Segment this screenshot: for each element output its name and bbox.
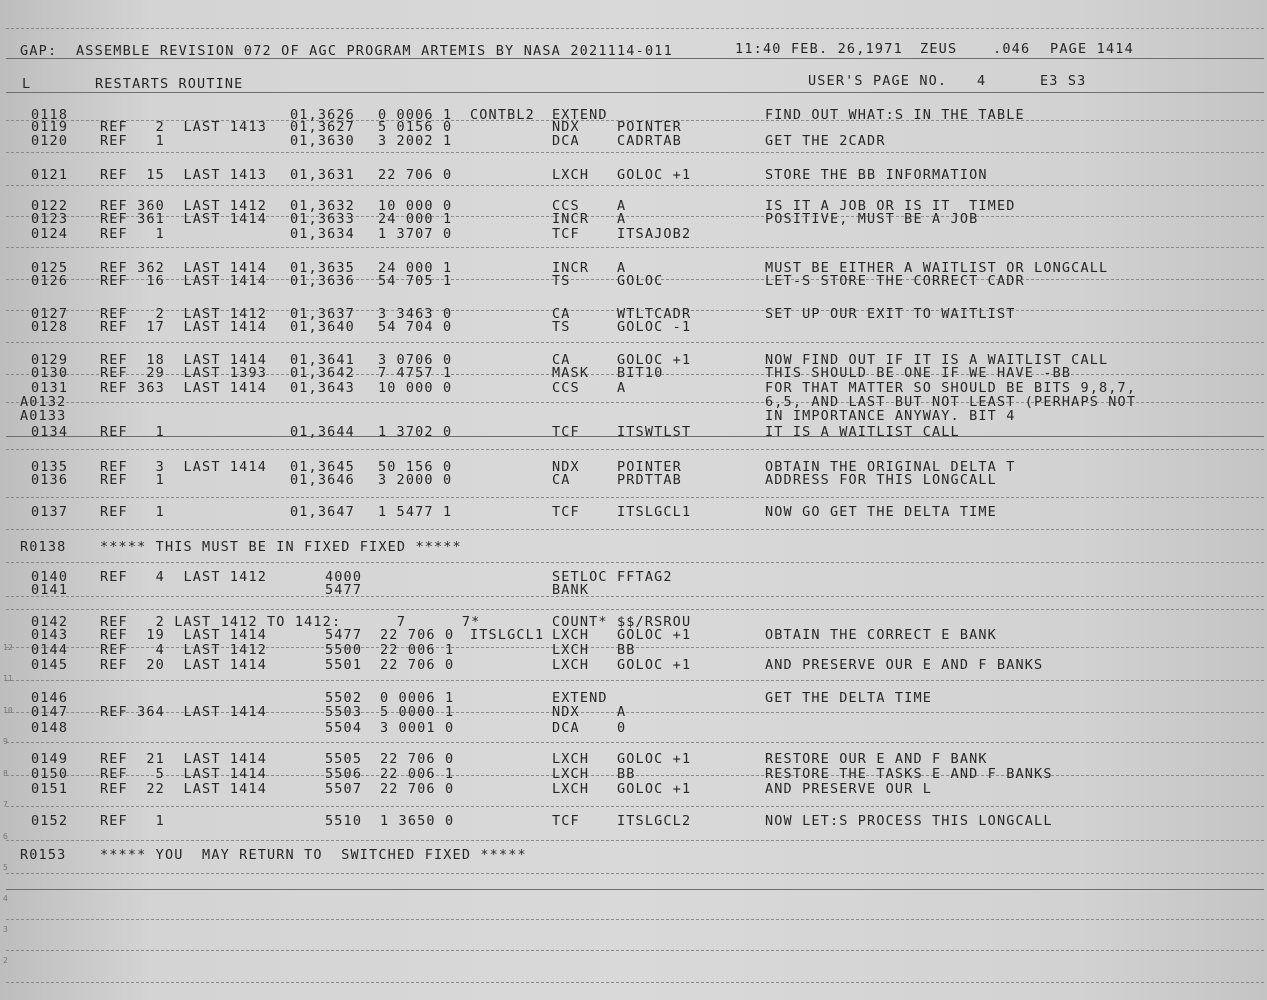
header-timestamp: 11:40 FEB. 26,1971 bbox=[735, 41, 903, 57]
operand: 0 bbox=[617, 720, 627, 736]
rule-line bbox=[6, 950, 1264, 951]
ref-info: REF 5 LAST 1414 bbox=[100, 766, 267, 782]
ref-info: REF 2 LAST 1412 TO 1412: 7 7* bbox=[100, 614, 481, 630]
line-number: 0136 bbox=[31, 472, 69, 488]
ref-info: REF 15 LAST 1413 bbox=[100, 167, 267, 183]
octal-word: 3 2000 0 bbox=[378, 472, 453, 488]
address: 01,3634 bbox=[290, 226, 355, 242]
label: CONTBL2 bbox=[470, 107, 535, 123]
header-page: PAGE 1414 bbox=[1050, 41, 1134, 57]
rule-line bbox=[6, 680, 1264, 681]
line-number: 0151 bbox=[31, 781, 69, 797]
octal-word: 7 4757 1 bbox=[378, 365, 453, 381]
operand: ITSLGCL2 bbox=[617, 813, 692, 829]
users-page-number: 4 bbox=[977, 73, 987, 89]
operand: GOLOC +1 bbox=[617, 627, 692, 643]
address: 5510 bbox=[325, 813, 363, 829]
section-code: E3 S3 bbox=[1040, 73, 1087, 89]
line-number: 0125 bbox=[31, 260, 69, 276]
address: 01,3630 bbox=[290, 133, 355, 149]
comment: AND PRESERVE OUR E AND F BANKS bbox=[765, 657, 1044, 673]
rule-line bbox=[6, 562, 1264, 563]
address: 01,3635 bbox=[290, 260, 355, 276]
line-number: 0124 bbox=[31, 226, 69, 242]
address: 01,3633 bbox=[290, 211, 355, 227]
comment: GET THE DELTA TIME bbox=[765, 690, 932, 706]
header-machine: ZEUS bbox=[920, 41, 958, 57]
line-number: 0137 bbox=[31, 504, 69, 520]
comment: STORE THE BB INFORMATION bbox=[765, 167, 988, 183]
opcode: NDX bbox=[552, 119, 580, 135]
margin-number: 2 bbox=[3, 956, 8, 965]
line-number: 0135 bbox=[31, 459, 69, 475]
operand: ITSWTLST bbox=[617, 424, 692, 440]
operand: GOLOC +1 bbox=[617, 781, 692, 797]
address: 01,3642 bbox=[290, 365, 355, 381]
comment: IT IS A WAITLIST CALL bbox=[765, 424, 960, 440]
rule-line bbox=[6, 152, 1264, 153]
octal-word: 5 0156 0 bbox=[378, 119, 453, 135]
opcode: CCS bbox=[552, 380, 580, 396]
address: 5477 bbox=[325, 627, 363, 643]
operand: $$/RSROU bbox=[617, 614, 692, 630]
operand: A bbox=[617, 704, 627, 720]
address: 5502 bbox=[325, 690, 363, 706]
octal-word: 54 704 0 bbox=[378, 319, 453, 335]
operand: BB bbox=[617, 766, 636, 782]
line-number: A0132 bbox=[20, 394, 67, 410]
ref-info: REF 1 bbox=[100, 813, 165, 829]
address: 01,3645 bbox=[290, 459, 355, 475]
octal-word: 50 156 0 bbox=[378, 459, 453, 475]
octal-word: 3 3463 0 bbox=[378, 306, 453, 322]
ref-info: ***** THIS MUST BE IN FIXED FIXED ***** bbox=[100, 539, 462, 555]
rule-line bbox=[6, 92, 1264, 93]
octal-word: 24 000 1 bbox=[378, 260, 453, 276]
ref-info: REF 3 LAST 1414 bbox=[100, 459, 267, 475]
ref-info: REF 29 LAST 1393 bbox=[100, 365, 267, 381]
line-number: 0142 bbox=[31, 614, 69, 630]
ref-info: REF 20 LAST 1414 bbox=[100, 657, 267, 673]
comment: OBTAIN THE ORIGINAL DELTA T bbox=[765, 459, 1016, 475]
ref-info: REF 18 LAST 1414 bbox=[100, 352, 267, 368]
opcode: TS bbox=[552, 273, 571, 289]
ref-info: REF 22 LAST 1414 bbox=[100, 781, 267, 797]
octal-word: 1 3650 0 bbox=[380, 813, 455, 829]
margin-number: 5 bbox=[3, 863, 8, 872]
comment: MUST BE EITHER A WAITLIST OR LONGCALL bbox=[765, 260, 1109, 276]
line-number: 0118 bbox=[31, 107, 69, 123]
address: 01,3637 bbox=[290, 306, 355, 322]
address: 5507 bbox=[325, 781, 363, 797]
opcode: BANK bbox=[552, 582, 590, 598]
ref-info: REF 360 LAST 1412 bbox=[100, 198, 267, 214]
opcode: NDX bbox=[552, 459, 580, 475]
rule-line bbox=[6, 28, 1264, 29]
ref-info: ***** YOU MAY RETURN TO SWITCHED FIXED ***** bbox=[100, 847, 527, 863]
opcode: MASK bbox=[552, 365, 590, 381]
octal-word: 1 3707 0 bbox=[378, 226, 453, 242]
operand: POINTER bbox=[617, 459, 682, 475]
line-number: 0123 bbox=[31, 211, 69, 227]
comment: OBTAIN THE CORRECT E BANK bbox=[765, 627, 997, 643]
line-number: 0120 bbox=[31, 133, 69, 149]
comment: LET-S STORE THE CORRECT CADR bbox=[765, 273, 1025, 289]
octal-word: 22 706 0 bbox=[378, 167, 453, 183]
address: 5506 bbox=[325, 766, 363, 782]
rule-line bbox=[6, 596, 1264, 597]
ref-info: REF 4 LAST 1412 bbox=[100, 569, 267, 585]
rule-line bbox=[6, 873, 1264, 874]
octal-word: 1 3702 0 bbox=[378, 424, 453, 440]
ref-info: REF 2 LAST 1413 bbox=[100, 119, 267, 135]
rule-line bbox=[6, 919, 1264, 920]
octal-word: 22 706 0 bbox=[380, 657, 455, 673]
operand: GOLOC -1 bbox=[617, 319, 692, 335]
rule-line bbox=[6, 529, 1264, 530]
opcode: LXCH bbox=[552, 781, 590, 797]
octal-word: 22 706 0 bbox=[380, 781, 455, 797]
opcode: LXCH bbox=[552, 766, 590, 782]
label: ITSLGCL1 bbox=[470, 627, 545, 643]
margin-number: 3 bbox=[3, 925, 8, 934]
opcode: LXCH bbox=[552, 627, 590, 643]
address: 01,3632 bbox=[290, 198, 355, 214]
header-job: .046 bbox=[993, 41, 1031, 57]
address: 4000 bbox=[325, 569, 363, 585]
octal-word: 3 0706 0 bbox=[378, 352, 453, 368]
address: 5505 bbox=[325, 751, 363, 767]
octal-word: 0 0006 1 bbox=[380, 690, 455, 706]
ref-info: REF 362 LAST 1414 bbox=[100, 260, 267, 276]
operand: ITSAJOB2 bbox=[617, 226, 692, 242]
operand: ITSLGCL1 bbox=[617, 504, 692, 520]
line-number: 0122 bbox=[31, 198, 69, 214]
operand: FFTAG2 bbox=[617, 569, 673, 585]
comment: NOW GO GET THE DELTA TIME bbox=[765, 504, 997, 520]
line-number: 0128 bbox=[31, 319, 69, 335]
opcode: NDX bbox=[552, 704, 580, 720]
operand: GOLOC +1 bbox=[617, 167, 692, 183]
comment: GET THE 2CADR bbox=[765, 133, 886, 149]
rule-line bbox=[6, 497, 1264, 498]
ref-info: REF 1 bbox=[100, 504, 165, 520]
rule-line bbox=[6, 58, 1264, 59]
comment: POSITIVE, MUST BE A JOB bbox=[765, 211, 979, 227]
line-number: A0133 bbox=[20, 408, 67, 424]
line-number: 0144 bbox=[31, 642, 69, 658]
line-number: 0134 bbox=[31, 424, 69, 440]
line-number: 0146 bbox=[31, 690, 69, 706]
opcode: CA bbox=[552, 352, 571, 368]
margin-number: 7 bbox=[3, 800, 8, 809]
opcode: TCF bbox=[552, 504, 580, 520]
address: 01,3641 bbox=[290, 352, 355, 368]
comment: 6,5, AND LAST BUT NOT LEAST (PERHAPS NOT bbox=[765, 394, 1137, 410]
address: 01,3643 bbox=[290, 380, 355, 396]
ref-info: REF 21 LAST 1414 bbox=[100, 751, 267, 767]
ref-info: REF 1 bbox=[100, 226, 165, 242]
rule-line bbox=[6, 742, 1264, 743]
comment: IN IMPORTANCE ANYWAY. BIT 4 bbox=[765, 408, 1016, 424]
comment: IS IT A JOB OR IS IT TIMED bbox=[765, 198, 1016, 214]
address: 01,3631 bbox=[290, 167, 355, 183]
opcode: LXCH bbox=[552, 167, 590, 183]
rule-line bbox=[6, 247, 1264, 248]
comment: RESTORE THE TASKS E AND F BANKS bbox=[765, 766, 1053, 782]
opcode: CCS bbox=[552, 198, 580, 214]
rule-line bbox=[6, 342, 1264, 343]
opcode: INCR bbox=[552, 211, 590, 227]
margin-number: 6 bbox=[3, 832, 8, 841]
operand: GOLOC +1 bbox=[617, 352, 692, 368]
octal-word: 22 706 0 bbox=[380, 751, 455, 767]
opcode: TCF bbox=[552, 424, 580, 440]
octal-word: 1 5477 1 bbox=[378, 504, 453, 520]
address: 01,3647 bbox=[290, 504, 355, 520]
octal-word: 10 000 0 bbox=[378, 198, 453, 214]
ref-info: REF 16 LAST 1414 bbox=[100, 273, 267, 289]
opcode: INCR bbox=[552, 260, 590, 276]
operand: PRDTTAB bbox=[617, 472, 682, 488]
ref-info: REF 361 LAST 1414 bbox=[100, 211, 267, 227]
line-number: R0138 bbox=[20, 539, 67, 555]
opcode: CA bbox=[552, 306, 571, 322]
ref-info: REF 363 LAST 1414 bbox=[100, 380, 267, 396]
rule-line bbox=[6, 185, 1264, 186]
octal-word: 5 0000 1 bbox=[380, 704, 455, 720]
line-number: 0152 bbox=[31, 813, 69, 829]
address: 01,3640 bbox=[290, 319, 355, 335]
line-number: R0153 bbox=[20, 847, 67, 863]
line-number: 0149 bbox=[31, 751, 69, 767]
line-number: 0140 bbox=[31, 569, 69, 585]
operand: BIT10 bbox=[617, 365, 664, 381]
address: 01,3644 bbox=[290, 424, 355, 440]
address: 01,3627 bbox=[290, 119, 355, 135]
comment: FIND OUT WHAT:S IN THE TABLE bbox=[765, 107, 1025, 123]
line-number: 0148 bbox=[31, 720, 69, 736]
address: 5500 bbox=[325, 642, 363, 658]
operand: A bbox=[617, 260, 627, 276]
octal-word: 22 006 1 bbox=[380, 642, 455, 658]
octal-word: 3 0001 0 bbox=[380, 720, 455, 736]
opcode: TCF bbox=[552, 226, 580, 242]
users-page-label: USER'S PAGE NO. bbox=[808, 73, 948, 89]
operand: A bbox=[617, 380, 627, 396]
comment: FOR THAT MATTER SO SHOULD BE BITS 9,8,7, bbox=[765, 380, 1137, 396]
line-number: 0129 bbox=[31, 352, 69, 368]
line-number: 0141 bbox=[31, 582, 69, 598]
octal-word: 10 000 0 bbox=[378, 380, 453, 396]
ref-info: REF 1 bbox=[100, 472, 165, 488]
octal-word: 22 706 0 bbox=[380, 627, 455, 643]
line-number: 0145 bbox=[31, 657, 69, 673]
comment: NOW LET:S PROCESS THIS LONGCALL bbox=[765, 813, 1053, 829]
octal-word: 0 0006 1 bbox=[378, 107, 453, 123]
address: 01,3626 bbox=[290, 107, 355, 123]
opcode: COUNT* bbox=[552, 614, 608, 630]
line-number: 0127 bbox=[31, 306, 69, 322]
operand: GOLOC +1 bbox=[617, 657, 692, 673]
margin-number: 9 bbox=[3, 737, 8, 746]
operand: A bbox=[617, 198, 627, 214]
opcode: LXCH bbox=[552, 657, 590, 673]
line-number: 0147 bbox=[31, 704, 69, 720]
address: 5504 bbox=[325, 720, 363, 736]
line-number: 0150 bbox=[31, 766, 69, 782]
margin-number: 4 bbox=[3, 894, 8, 903]
opcode: LXCH bbox=[552, 642, 590, 658]
line-number: 0119 bbox=[31, 119, 69, 135]
ref-info: REF 364 LAST 1414 bbox=[100, 704, 267, 720]
line-number: 0130 bbox=[31, 365, 69, 381]
octal-word: 22 006 1 bbox=[380, 766, 455, 782]
operand: A bbox=[617, 211, 627, 227]
rule-line bbox=[6, 982, 1264, 983]
ref-info: REF 2 LAST 1412 bbox=[100, 306, 267, 322]
rule-line bbox=[6, 609, 1264, 610]
operand: GOLOC +1 bbox=[617, 751, 692, 767]
line-number: 0143 bbox=[31, 627, 69, 643]
opcode: DCA bbox=[552, 720, 580, 736]
section-title: RESTARTS ROUTINE bbox=[95, 76, 244, 92]
address: 5501 bbox=[325, 657, 363, 673]
comment: SET UP OUR EXIT TO WAITLIST bbox=[765, 306, 1016, 322]
address: 01,3636 bbox=[290, 273, 355, 289]
comment: AND PRESERVE OUR L bbox=[765, 781, 932, 797]
margin-number: 10 bbox=[3, 706, 13, 715]
octal-word: 54 705 1 bbox=[378, 273, 453, 289]
octal-word: 3 2002 1 bbox=[378, 133, 453, 149]
octal-word: 24 000 1 bbox=[378, 211, 453, 227]
margin-number: 11 bbox=[3, 674, 13, 683]
subheader-flag: L bbox=[22, 76, 32, 92]
margin-number: 12 bbox=[3, 643, 13, 652]
operand: CADRTAB bbox=[617, 133, 682, 149]
ref-info: REF 19 LAST 1414 bbox=[100, 627, 267, 643]
header-title: GAP: ASSEMBLE REVISION 072 OF AGC PROGRAM ARTEMIS BY NASA 2021114-011 bbox=[20, 43, 673, 59]
ref-info: REF 17 LAST 1414 bbox=[100, 319, 267, 335]
rule-line bbox=[6, 449, 1264, 450]
operand: WTLTCADR bbox=[617, 306, 692, 322]
comment: ADDRESS FOR THIS LONGCALL bbox=[765, 472, 997, 488]
rule-line bbox=[6, 806, 1264, 807]
opcode: EXTEND bbox=[552, 690, 608, 706]
margin-number: 8 bbox=[3, 769, 8, 778]
operand: GOLOC bbox=[617, 273, 664, 289]
line-number: 0131 bbox=[31, 380, 69, 396]
address: 01,3646 bbox=[290, 472, 355, 488]
opcode: CA bbox=[552, 472, 571, 488]
opcode: DCA bbox=[552, 133, 580, 149]
rule-line bbox=[6, 840, 1264, 841]
rule-line bbox=[6, 889, 1264, 890]
ref-info: REF 1 bbox=[100, 133, 165, 149]
comment: THIS SHOULD BE ONE IF WE HAVE -BB bbox=[765, 365, 1072, 381]
address: 5477 bbox=[325, 582, 363, 598]
address: 5503 bbox=[325, 704, 363, 720]
opcode: TS bbox=[552, 319, 571, 335]
comment: NOW FIND OUT IF IT IS A WAITLIST CALL bbox=[765, 352, 1109, 368]
line-number: 0126 bbox=[31, 273, 69, 289]
ref-info: REF 1 bbox=[100, 424, 165, 440]
operand: BB bbox=[617, 642, 636, 658]
ref-info: REF 4 LAST 1412 bbox=[100, 642, 267, 658]
operand: POINTER bbox=[617, 119, 682, 135]
opcode: EXTEND bbox=[552, 107, 608, 123]
opcode: LXCH bbox=[552, 751, 590, 767]
comment: RESTORE OUR E AND F BANK bbox=[765, 751, 988, 767]
opcode: SETLOC bbox=[552, 569, 608, 585]
line-number: 0121 bbox=[31, 167, 69, 183]
opcode: TCF bbox=[552, 813, 580, 829]
